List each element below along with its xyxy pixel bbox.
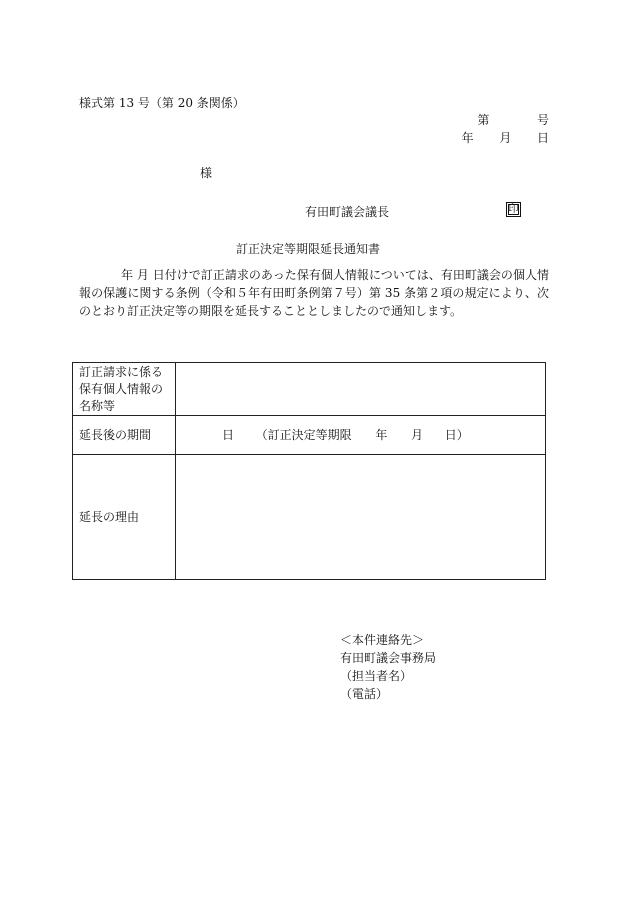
period-day-close: 日） [444,427,469,442]
period-year: 年 [375,427,388,442]
document-number [477,113,549,128]
seal-mark [506,202,521,217]
contact-person: （担当者名） [340,669,413,683]
period-label: 延長後の期間 [73,416,176,455]
form-number: 様式第 13 号（第 20 条関係） [79,96,245,110]
table-row-reason [73,455,546,580]
date-year: 年 [461,131,474,145]
contact-office: 有田町議会事務局 [340,651,437,665]
seal-label: 印 [508,204,519,215]
period-month: 月 [411,427,424,442]
period-day: 日 [222,427,235,442]
date-month: 月 [499,131,512,145]
document-number-suffix: 号 [536,113,549,127]
table-row-name [73,363,546,416]
table-row-period [73,416,546,455]
sender-title: 有田町議会議長 [305,205,390,219]
body-paragraph: 年 月 日付けで訂正請求のあった保有個人情報については、有田町議会の個人情報の保護に関する条例（令和５年有田町条例第７号）第 35 条第２項の規定により、次のとおり訂正決定等の期限を延長することとしましたので通知します。 [79,268,549,318]
document-date [462,131,549,146]
info-table [72,362,546,580]
name-value [176,363,546,416]
contact-heading: ＜本件連絡先＞ [340,633,425,647]
date-day: 日 [536,131,549,145]
name-label: 訂正請求に係る保有個人情報の名称等 [73,363,176,416]
document-title: 訂正決定等期限延長通知書 [236,242,381,256]
recipient-honorific: 様 [200,166,213,180]
document-number-prefix: 第 [477,113,490,127]
period-value [176,416,546,455]
reason-value [176,455,546,580]
contact-block [340,631,436,703]
period-deadline-prefix: （訂正決定等期限 [255,427,352,442]
contact-phone: （電話） [340,687,389,701]
reason-label: 延長の理由 [73,455,176,580]
